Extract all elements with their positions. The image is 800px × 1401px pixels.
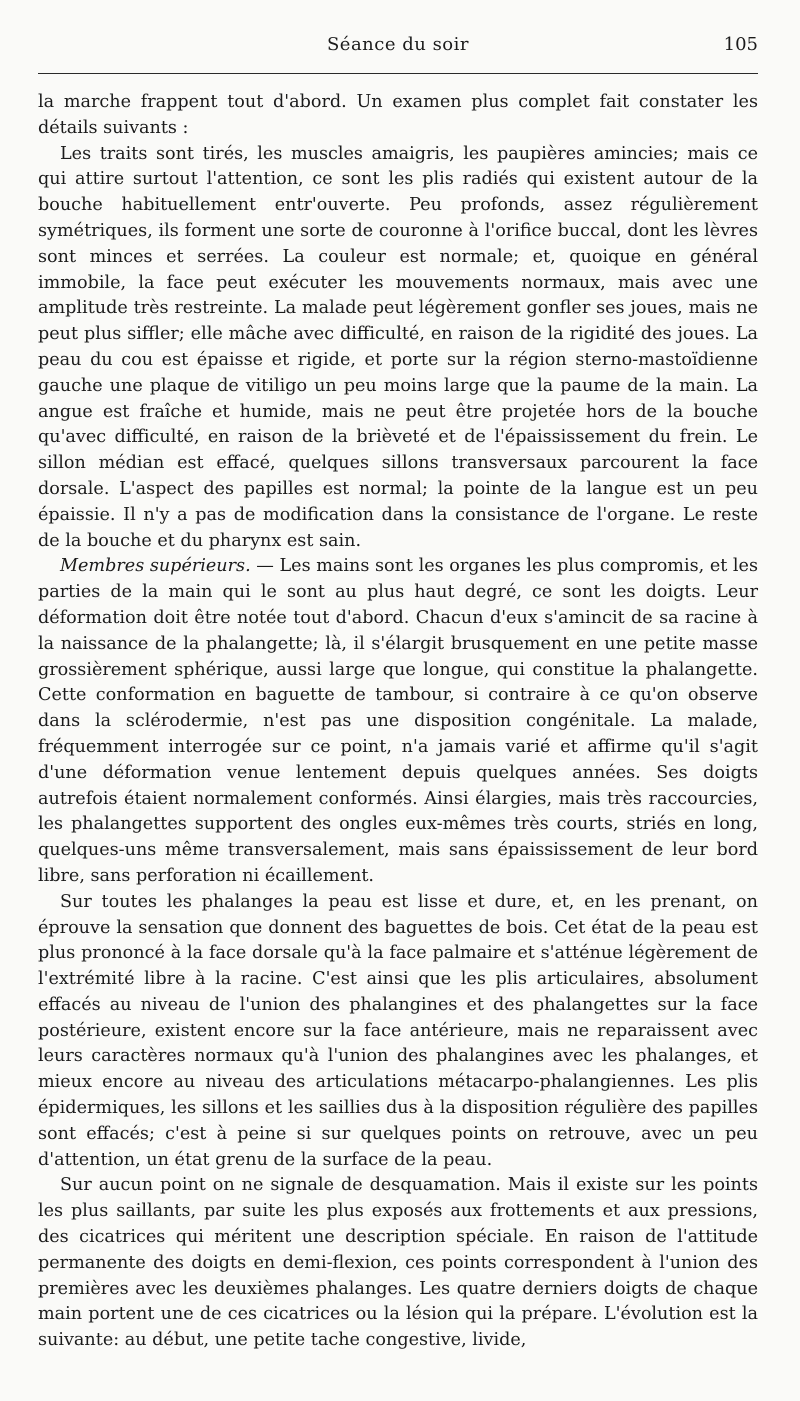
body-text bbox=[38, 90, 758, 1354]
section-run-in-heading: Membres supérieurs. bbox=[60, 556, 251, 577]
paragraph-text: Sur toutes les phalanges la peau est lisse et dure, et, en les prenant, on éprouve la sensation que donnent des baguettes de bois. Cet état de la peau est plus prononcé à la face dorsale qu'à la face palmaire et s'atténue légèrement de l'extrémité libre à la racine. C'est ainsi que les plis articulaires, absolument effacés au niveau de l'union des phalangines et des phalangettes sur la face postérieure, existent encore sur la face antérieure, mais ne reparaissent avec leurs caractères normaux qu'à l'union des phalangines avec les phalanges, et mieux encore au niveau des articulations métacarpo-phalangiennes. Les plis épidermiques, les sillons et les saillies dus à la disposition régulière des papilles sont effacés; c'est à peine si sur quelques points on retrouve, avec un peu d'attention, un état grenu de la surface de la peau. bbox=[38, 891, 758, 1170]
paragraph-scars bbox=[38, 1173, 758, 1354]
paragraph-text: Les traits sont tirés, les muscles amaigris, les paupières amincies; mais ce qui attire surtout l'attention, ce sont les plis radiés qui existent autour de la bouche habituellement entr'ouverte. Peu profonds, assez régulièrement symétriques, ils forment une sorte de couronne à l'orifice buccal, dont les lèvres sont minces et serrées. La couleur est normale; et, quoique en général immobile, la face peut exécuter les mouvements normaux, mais avec une amplitude très restreinte. La malade peut légèrement gonfler ses joues, mais ne peut plus siffler; elle mâche avec difficulté, en raison de la rigidité des joues. La peau du cou est épaisse et rigide, et porte sur la région sterno-mastoïdienne gauche une plaque de vitiligo un peu moins large que la paume de la main. La angue est fraîche et humide, mais ne peut être projetée hors de la bouche qu'avec difficulté, en raison de la brièveté et de l'épaississement du frein. Le sillon médian est effacé, quelques sillons transversaux parcourent la face dorsale. L'aspect des papilles est normal; la pointe de la langue est un peu épaissie. Il n'y a pas de modification dans la consistance de l'organe. Le reste de la bouche et du pharynx est sain. bbox=[38, 143, 758, 551]
running-title: Séance du soir bbox=[326, 34, 470, 55]
paragraph-skin-of-phalanges bbox=[38, 890, 758, 1174]
running-header bbox=[38, 0, 758, 74]
paragraph-continued-exam bbox=[38, 90, 758, 142]
paragraph-text: — Les mains sont les organes les plus compromis, et les parties de la main qui le sont au plus haut degré, ce sont les doigts. Leur déformation doit être notée tout d'abord. Chacun d'eux s'amincit de sa racine à la naissance de la phalangette; là, il s'élargit brusquement en une petite masse grossièrement sphérique, aussi large que longue, qui constitue la phalangette. Cette conformation en baguette de tambour, si contraire à ce qu'on observe dans la sclérodermie, n'est pas une disposition congénitale. La malade, fréquemment interrogée sur ce point, n'a jamais varié et affirme qu'il s'agit d'une déformation venue lentement depuis quelques années. Ses doigts autrefois étaient normalement conformés. Ainsi élargies, mais très raccourcies, les phalangettes supportent des ongles eux-mêmes très courts, striés en long, quelques-uns même transversalement, mais sans épaississement de leur bord libre, sans perforation ni écaillement. bbox=[38, 556, 758, 886]
paragraph-text: la marche frappent tout d'abord. Un examen plus complet fait constater les détails suivants : bbox=[38, 92, 758, 138]
page-number: 105 bbox=[723, 34, 758, 55]
paragraph-text: Sur aucun point on ne signale de desquamation. Mais il existe sur les points les plus saillants, par suite les plus exposés aux frottements et aux pressions, des cicatrices qui méritent une description spéciale. En raison de l'attitude permanente des doigts en demi-flexion, ces points correspondent à l'union des premières avec les deuxièmes phalanges. Les quatre derniers doigts de chaque main portent une de ces cicatrices ou la lésion qui la prépare. L'évolution est la suivante: au début, une petite tache congestive, livide, bbox=[38, 1175, 758, 1351]
paragraph-upper-limbs bbox=[38, 554, 758, 889]
paragraph-face-and-mouth bbox=[38, 142, 758, 555]
